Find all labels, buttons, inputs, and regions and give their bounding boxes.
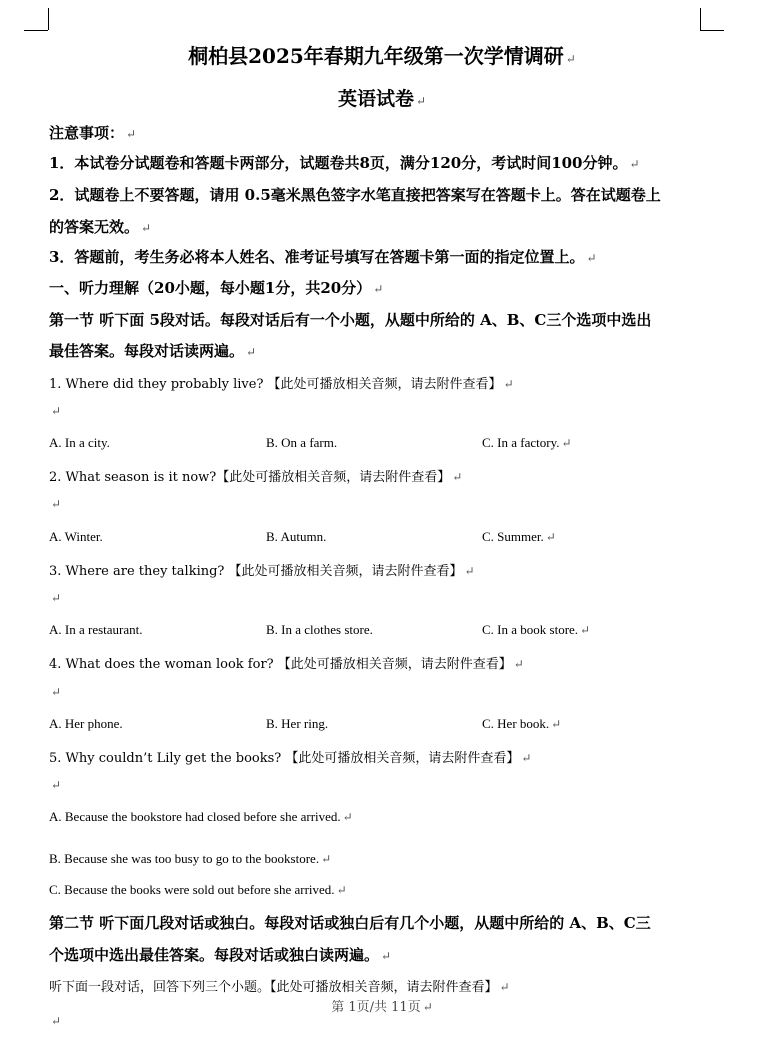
note-2: 2．试题卷上不要答题，请用 0.5毫米黑色签字水笔直接把答案写在答题卡上。答在试题卷上	[49, 186, 661, 204]
option-3c: C. In a book store. ↵	[482, 622, 591, 637]
option-2a: A. Winter.	[49, 529, 103, 544]
empty-paragraph: ↵	[51, 497, 62, 511]
crop-mark-left-h	[24, 30, 48, 31]
option-3a: A. In a restaurant.	[49, 622, 143, 637]
option-1c: C. In a factory. ↵	[482, 435, 572, 450]
empty-paragraph: ↵	[51, 591, 62, 605]
section2-heading: 第二节 听下面几段对话或独白。每段对话或独白后有几个小题，从题中所给的 A、B、C三	[49, 914, 651, 932]
section1-heading: 第一节 听下面 5段对话。每段对话后有一个小题，从题中所给的 A、B、C三个选项中选出	[49, 311, 652, 329]
question-4: 4. What does the woman look for? 【此处可播放相关音频，请去附件查看】 ↵	[49, 657, 524, 672]
option-2c: C. Summer. ↵	[482, 529, 556, 544]
note-3: 3．答题前，考生务必将本人姓名、准考证号填写在答题卡第一面的指定位置上。 ↵	[49, 248, 597, 266]
empty-paragraph: ↵	[51, 778, 62, 792]
section1-heading-cont: 最佳答案。每段对话读两遍。 ↵	[49, 342, 257, 360]
crop-mark-right-v	[700, 8, 701, 30]
option-1a: A. In a city.	[49, 435, 110, 450]
section2-heading-cont: 个选项中选出最佳答案。每段对话或独白读两遍。 ↵	[49, 946, 392, 964]
option-4a: A. Her phone.	[49, 716, 123, 731]
question-1: 1. Where did they probably live? 【此处可播放相关音频，请去附件查看】 ↵	[49, 377, 514, 392]
empty-paragraph: ↵	[51, 404, 62, 418]
option-4c: C. Her book. ↵	[482, 716, 562, 731]
note-1: 1．本试卷分试题卷和答题卡两部分，试题卷共8页，满分120分，考试时间100分钟。 ↵	[49, 154, 640, 172]
option-2b: B. Autumn.	[266, 529, 327, 544]
document-title: 桐柏县2025年春期九年级第一次学情调研 ↵	[188, 44, 576, 68]
option-3b: B. In a clothes store.	[266, 622, 373, 637]
option-1b: B. On a farm.	[266, 435, 338, 450]
empty-paragraph: ↵	[51, 1014, 62, 1028]
empty-paragraph: ↵	[51, 685, 62, 699]
option-5b: B. Because she was too busy to go to the bookstore. ↵	[49, 851, 332, 866]
option-4b: B. Her ring.	[266, 716, 329, 731]
note-2-cont: 的答案无效。 ↵	[49, 218, 152, 236]
page-footer: 第 1页/共 11页 ↵	[331, 1000, 433, 1015]
option-5c: C. Because the books were sold out before she arrived. ↵	[49, 882, 347, 897]
document-subtitle: 英语试卷 ↵	[337, 88, 427, 110]
part1-heading: 一、听力理解（20小题，每小题1分，共20分） ↵	[49, 279, 384, 297]
section2-intro: 听下面一段对话，回答下列三个小题。【此处可播放相关音频，请去附件查看】 ↵	[49, 980, 510, 995]
question-2: 2. What season is it now?【此处可播放相关音频，请去附件查看】 ↵	[49, 470, 463, 485]
notes-heading: 注意事项： ↵	[49, 124, 137, 142]
crop-mark-right-h	[700, 30, 724, 31]
question-5: 5. Why couldn’t Lily get the books? 【此处可播放相关音频，请去附件查看】 ↵	[49, 751, 532, 766]
option-5a: A. Because the bookstore had closed before she arrived. ↵	[49, 809, 353, 824]
question-3: 3. Where are they talking? 【此处可播放相关音频，请去附件查看】 ↵	[49, 564, 475, 579]
crop-mark-left-v	[48, 8, 49, 30]
